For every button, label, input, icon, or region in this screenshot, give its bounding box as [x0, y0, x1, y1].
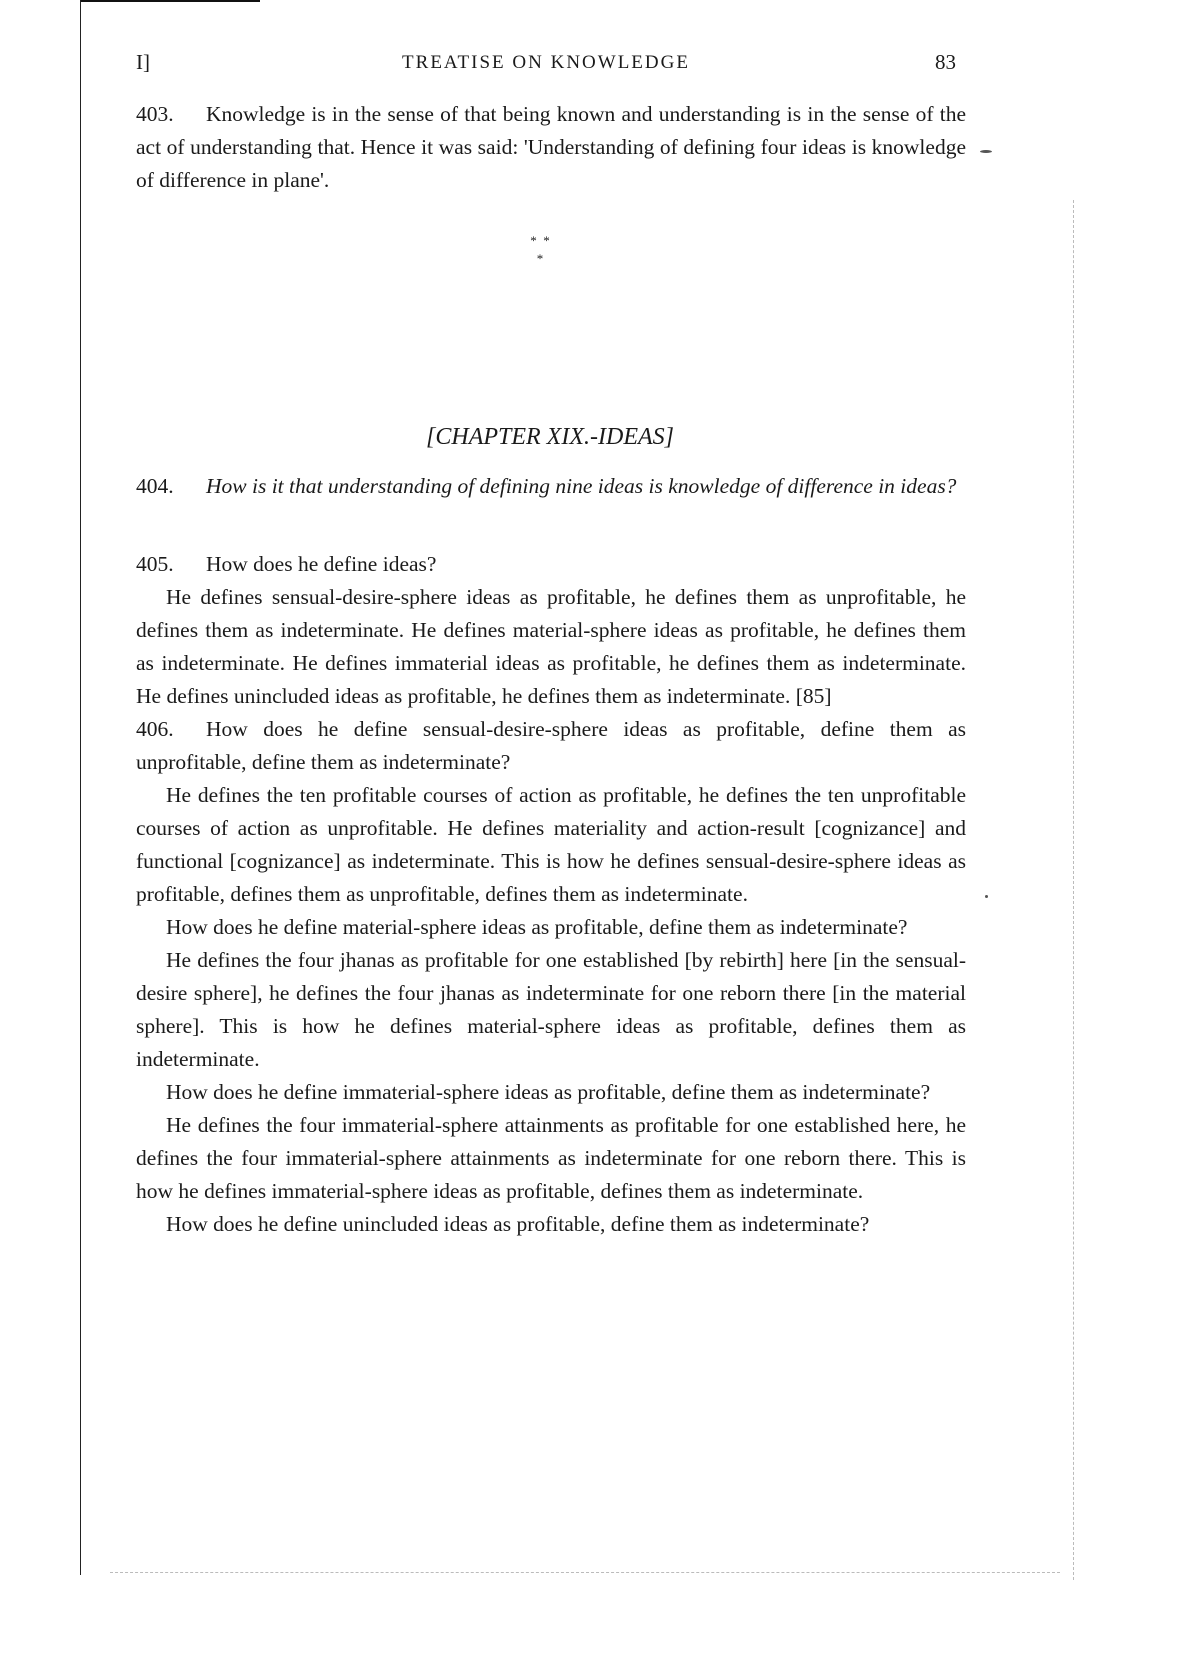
paragraph: How does he define immaterial-sphere ideas as profitable, define them as indeterminate?: [166, 1080, 931, 1104]
scan-mark: [985, 895, 988, 898]
paragraph: How does he define unincluded ideas as profitable, define them as indeterminate?: [166, 1212, 870, 1236]
chapter-heading: [CHAPTER XIX.-IDEAS]: [426, 424, 674, 450]
page-edge-top: [80, 0, 260, 2]
section-text: Knowledge is in the sense of that being known and understanding is in the sense of the act of understanding that. Hence it was said: 'Understanding of defining four ideas is knowledge of difference in plane'.: [136, 102, 966, 192]
section-number: 405.: [136, 552, 174, 576]
section-break-asterisks: [520, 232, 560, 268]
paragraph: He defines the four immaterial-sphere attainments as profitable for one established here, he defines the four immaterial-sphere attainments as indeterminate for one reborn there. This is how he defines immaterial-sphere ideas as profitable, defines them as indeterminate.: [136, 1113, 966, 1203]
page-edge-bottom: [110, 1572, 1060, 1574]
section-question: How does he define sensual-desire-sphere ideas as profitable, define them as unprofitable, define them as indeterminate?: [136, 717, 966, 774]
page-edge-right: [1073, 200, 1075, 1580]
asterisk-pair: * *: [530, 233, 550, 248]
running-head: [136, 50, 956, 80]
section-number: 404.: [136, 474, 174, 498]
section-answer: He defines sensual-desire-sphere ideas as profitable, he defines them as unprofitable, he defines them as indeterminate. He defines material-sphere ideas as profitable, he defines them as indeterminate. He defines immaterial ideas as profitable, he defines them as indeterminate. He defines unincluded ideas as profitable, he defines them as indeterminate. [85]: [136, 585, 966, 708]
section-number: 406.: [136, 717, 174, 741]
section-405: [136, 548, 966, 1241]
section-404: [136, 470, 966, 503]
running-head-left: I]: [136, 50, 150, 74]
section-403: [136, 98, 966, 197]
paragraph: How does he define material-sphere ideas as profitable, define them as indeterminate?: [166, 915, 908, 939]
scan-mark: [980, 150, 992, 153]
running-head-title: TREATISE ON KNOWLEDGE: [402, 52, 690, 73]
section-question: How does he define ideas?: [206, 552, 437, 576]
section-number: 403.: [136, 102, 174, 126]
paragraph: He defines the ten profitable courses of action as profitable, he defines the ten unprofitable courses of action as unprofitable. He defines materiality and action-result [cognizance] and functional [cognizance] as indeterminate. This is how he defines sensual-desire-sphere ideas as profitable, defines them as unprofitable, defines them as indeterminate.: [136, 783, 966, 906]
section-text: How is it that understanding of defining nine ideas is knowledge of difference in ideas?: [206, 474, 957, 498]
page-number: 83: [935, 50, 956, 74]
page-edge-left: [80, 0, 81, 1575]
paragraph: He defines the four jhanas as profitable for one established [by rebirth] here [in the sensual-desire sphere], he defines the four jhanas as indeterminate for one reborn there [in the material sphere]. This is how he defines material-sphere ideas as profitable, defines them as indeterminate.: [136, 948, 966, 1071]
asterisk-single: *: [536, 251, 544, 266]
